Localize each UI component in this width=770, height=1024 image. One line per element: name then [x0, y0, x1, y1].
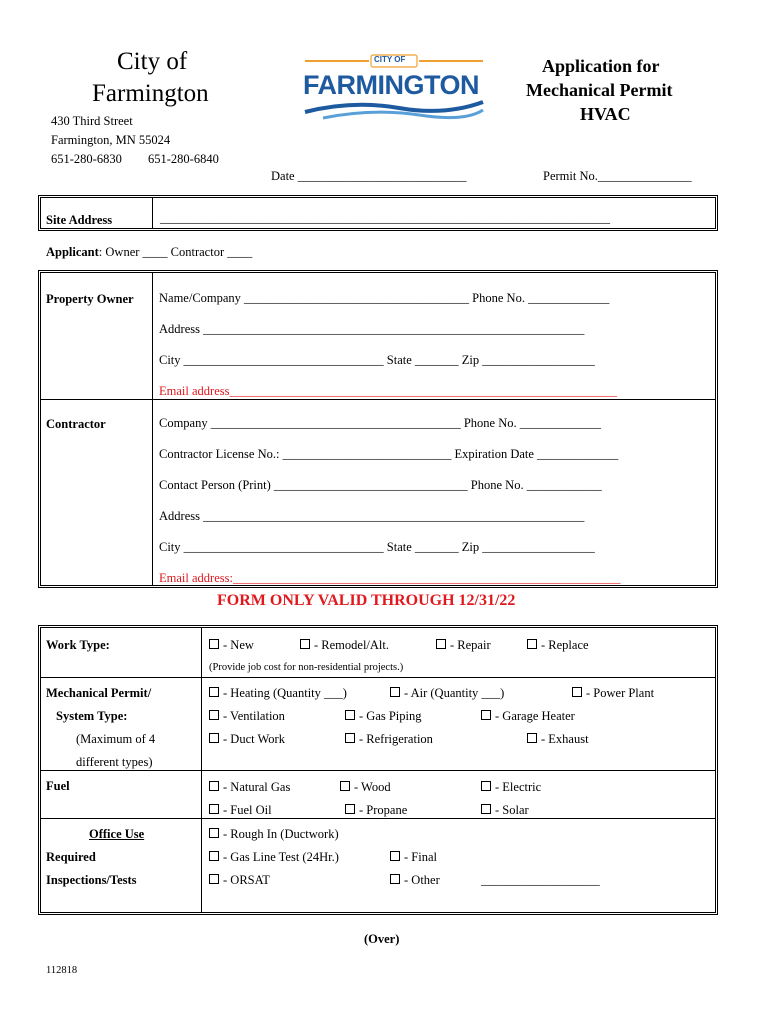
applicant-line: [46, 245, 252, 260]
row-separator-2: [41, 770, 715, 771]
work-remodel-option[interactable]: - Remodel/Alt.: [300, 638, 389, 653]
checkbox[interactable]: [390, 851, 400, 861]
logo-big-text: FARMINGTON: [303, 70, 479, 100]
mech-label-3: (Maximum of 4: [76, 732, 156, 746]
solar-option[interactable]: - Solar: [481, 803, 529, 818]
checkbox[interactable]: [390, 687, 400, 697]
checkbox[interactable]: [209, 804, 219, 814]
final-option[interactable]: - Final: [390, 850, 437, 865]
duct-work-option[interactable]: - Duct Work: [209, 732, 285, 747]
logo-small-text: CITY OF: [374, 55, 406, 64]
natural-gas-option[interactable]: - Natural Gas: [209, 780, 290, 795]
fuel-label: Fuel: [46, 779, 70, 793]
job-cost-note: (Provide job cost for non-residential projects.): [209, 662, 404, 673]
city-logo: [303, 54, 485, 124]
contractor-company-field[interactable]: Company ________________________________________ Phone No. _____________: [159, 416, 602, 430]
owner-contractor-separator: [41, 399, 715, 400]
propane-option[interactable]: - Propane: [345, 803, 407, 818]
mech-label-1: Mechanical Permit/: [46, 686, 152, 700]
date-field[interactable]: Date ___________________________: [271, 169, 467, 183]
required-label: Required: [46, 850, 96, 864]
checkbox[interactable]: [527, 639, 537, 649]
form-code: 112818: [46, 965, 78, 976]
phone-2: 651-280-6840: [148, 152, 219, 166]
exhaust-option[interactable]: - Exhaust: [527, 732, 589, 747]
city-name-line1: City of: [117, 48, 188, 75]
checkbox[interactable]: [481, 710, 491, 720]
checkbox[interactable]: [209, 828, 219, 838]
work-new-option[interactable]: - New: [209, 638, 254, 653]
title-line1: Application for: [542, 56, 660, 76]
ventilation-option[interactable]: - Ventilation: [209, 709, 285, 724]
applicant-options[interactable]: : Owner ____ Contractor ____: [98, 245, 253, 259]
owner-name-field[interactable]: Name/Company ____________________________________ Phone No. _____________: [159, 291, 610, 305]
owner-divider: [152, 273, 153, 585]
row-separator-3: [41, 818, 715, 819]
checkbox[interactable]: [345, 733, 355, 743]
checkbox[interactable]: [345, 710, 355, 720]
contractor-city-field[interactable]: City ________________________________ State _______ Zip __________________: [159, 540, 595, 554]
checkbox[interactable]: [209, 687, 219, 697]
orsat-option[interactable]: - ORSAT: [209, 873, 270, 888]
address-city: Farmington, MN 55024: [51, 133, 171, 147]
phone-1: 651-280-6830: [51, 152, 122, 166]
gas-piping-option[interactable]: - Gas Piping: [345, 709, 422, 724]
contractor-label: Contractor: [46, 417, 106, 431]
office-use-label: Office Use: [89, 827, 145, 841]
checkbox[interactable]: [209, 733, 219, 743]
checkbox[interactable]: [209, 639, 219, 649]
gas-line-test-option[interactable]: - Gas Line Test (24Hr.): [209, 850, 339, 865]
mech-label-2: System Type:: [56, 709, 128, 723]
contractor-license-field[interactable]: Contractor License No.: ___________________________ Expiration Date _____________: [159, 447, 619, 461]
validity-notice: FORM ONLY VALID THROUGH 12/31/22: [217, 592, 516, 609]
inspections-label: Inspections/Tests: [46, 873, 137, 887]
checkbox[interactable]: [527, 733, 537, 743]
contractor-contact-field[interactable]: Contact Person (Print) _______________________________ Phone No. ____________: [159, 478, 602, 492]
applicant-label: Applicant: [46, 245, 99, 259]
owner-city-field[interactable]: City ________________________________ State _______ Zip __________________: [159, 353, 595, 367]
checkbox[interactable]: [209, 851, 219, 861]
checkbox[interactable]: [209, 874, 219, 884]
fuel-oil-option[interactable]: - Fuel Oil: [209, 803, 272, 818]
garage-heater-option[interactable]: - Garage Heater: [481, 709, 575, 724]
electric-option[interactable]: - Electric: [481, 780, 541, 795]
contractor-address-field[interactable]: Address _____________________________________________________________: [159, 509, 585, 523]
checkbox[interactable]: [572, 687, 582, 697]
site-divider: [152, 197, 153, 229]
other-option[interactable]: - Other: [390, 873, 440, 888]
title-line3: HVAC: [580, 104, 631, 124]
mech-label-4: different types): [76, 755, 153, 769]
checkbox[interactable]: [300, 639, 310, 649]
checkbox[interactable]: [340, 781, 350, 791]
contractor-email-field[interactable]: Email address:______________________________________________________________: [159, 571, 621, 585]
work-replace-option[interactable]: - Replace: [527, 638, 589, 653]
address-street: 430 Third Street: [51, 114, 133, 128]
site-address-label: Site Address: [46, 213, 113, 227]
work-type-label: Work Type:: [46, 638, 110, 652]
other-blank-field[interactable]: ___________________: [481, 873, 600, 887]
power-plant-option[interactable]: - Power Plant: [572, 686, 654, 701]
checkbox[interactable]: [390, 874, 400, 884]
checkbox[interactable]: [209, 781, 219, 791]
checkbox[interactable]: [345, 804, 355, 814]
row-separator-1: [41, 677, 715, 678]
rough-in-option[interactable]: - Rough In (Ductwork): [209, 827, 339, 842]
refrigeration-option[interactable]: - Refrigeration: [345, 732, 433, 747]
checkbox[interactable]: [481, 804, 491, 814]
checkbox[interactable]: [209, 710, 219, 720]
owner-address-field[interactable]: Address _____________________________________________________________: [159, 322, 585, 336]
heating-option[interactable]: - Heating (Quantity ___): [209, 686, 347, 701]
checkbox[interactable]: [481, 781, 491, 791]
owner-email-field[interactable]: Email address______________________________________________________________: [159, 384, 617, 398]
wood-option[interactable]: - Wood: [340, 780, 391, 795]
checkbox[interactable]: [436, 639, 446, 649]
city-name-line2: Farmington: [92, 80, 209, 107]
permit-no-field[interactable]: Permit No._______________: [543, 169, 692, 183]
work-repair-option[interactable]: - Repair: [436, 638, 491, 653]
title-line2: Mechanical Permit: [526, 80, 673, 100]
site-address-field[interactable]: ________________________________________________________________________: [160, 211, 610, 225]
property-owner-label: Property Owner: [46, 292, 134, 306]
over-label: (Over): [364, 932, 400, 946]
air-option[interactable]: - Air (Quantity ___): [390, 686, 504, 701]
